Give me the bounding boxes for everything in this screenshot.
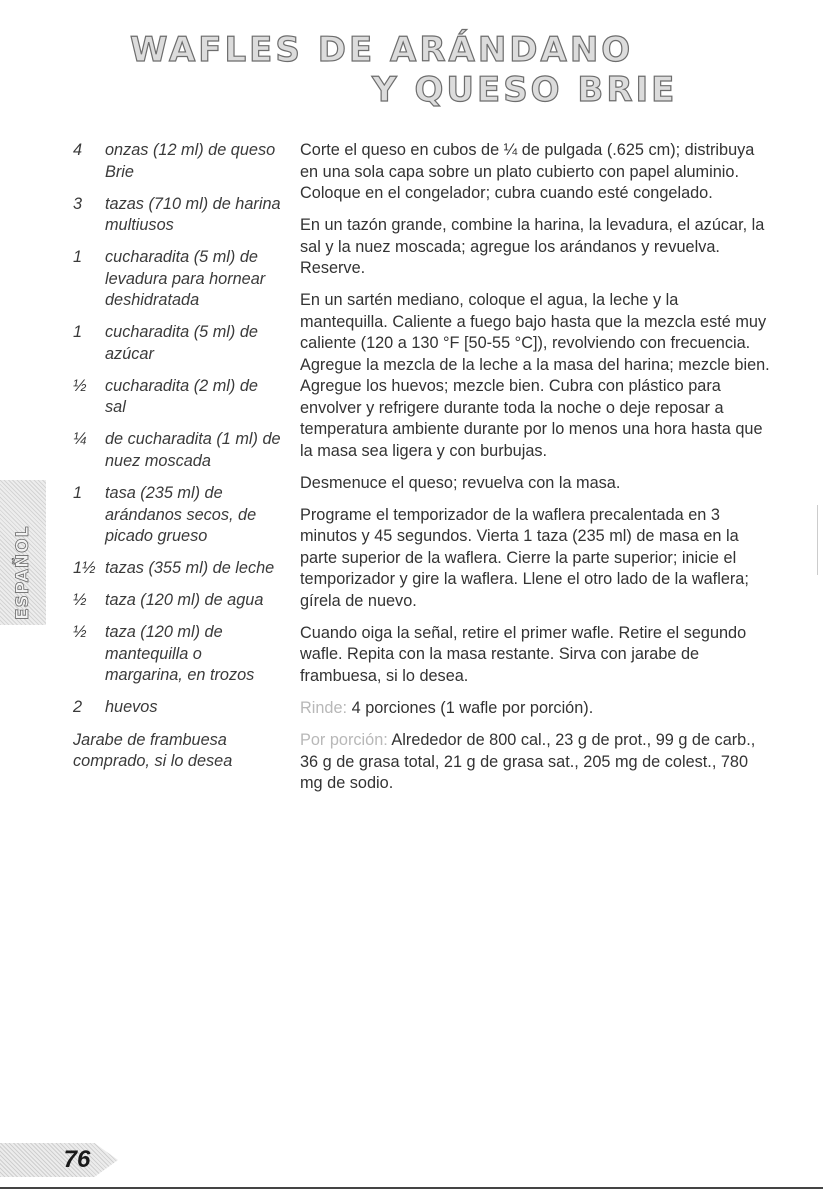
instruction-step: Corte el queso en cubos de ¼ de pulgada (.625 cm); distribuya en una sola capa sobre un plato cubierto con papel aluminio. Coloque en el congelador; cubra cuando esté congelado. [300, 141, 755, 202]
ingredient-item [73, 376, 288, 419]
ingredient-item [73, 697, 288, 719]
ingredient-item [73, 140, 288, 183]
yield-text: 4 porciones (1 wafle por porción). [351, 699, 594, 718]
ingredient-quantity: 4 [73, 141, 83, 159]
ingredient-item [73, 194, 288, 237]
instruction-step: Programe el temporizador de la waflera precalentada en 3 minutos y 45 segundos. Vierta 1 taza (235 ml) de masa en la parte superior de la waflera. Cierre la parte superior; inicie el temporizador y gire la waflera. Llene el otro lado de la waflera; gírela de nuevo. [300, 505, 749, 610]
ingredient-description: de cucharadita (1 ml) de nuez moscada [105, 430, 281, 470]
ingredient-description: huevos [105, 698, 158, 717]
ingredient-item [73, 622, 288, 687]
nutrition-label: Por porción: [300, 731, 388, 750]
edge-divider [817, 505, 818, 575]
nutrition-line [300, 730, 770, 795]
instruction-step: En un sartén mediano, coloque el agua, la leche y la mantequilla. Caliente a fuego bajo hasta que la mezcla esté muy caliente (120 a 130 °F [50-55 °C]), revolviendo con frecuencia. Agregue la mezcla de la leche a la masa del harina; mezcle bien. Agregue los huevos; mezcle bien. Cubra con plástico para envolver y refrigere durante toda la noche o deje reposar a temperatura ambiente durante por lo menos una hora hasta que la masa sea ligera y con burbujas. [300, 291, 770, 460]
nutrition-text: Alrededor de 800 cal., 23 g de prot., 99 g de carb., 36 g de grasa total, 21 g de grasa sat., 205 mg de colest., 780 mg de sodio. [300, 731, 756, 793]
ingredient-description: tazas (710 ml) de harina multiusos [105, 194, 281, 235]
ingredient-description: cucharadita (5 ml) de levadura para hornear deshidratada [105, 248, 266, 310]
instruction-step: En un tazón grande, combine la harina, la levadura, el azúcar, la sal y la nuez moscada; agregue los arándanos y revuelva. Reserve. [300, 216, 765, 278]
ingredient-quantity: 1 [73, 323, 83, 342]
ingredient-quantity: 2 [73, 698, 83, 717]
language-side-tab [0, 480, 46, 625]
ingredient-description: tazas (355 ml) de leche [105, 559, 275, 578]
ingredient-quantity: 1 [73, 248, 83, 267]
ingredient-description: taza (120 ml) de agua [105, 591, 264, 610]
ingredient-description: cucharadita (5 ml) de azúcar [105, 323, 258, 363]
ingredient-quantity: 1½ [73, 559, 96, 578]
ingredient-quantity: ¼ [73, 430, 87, 449]
ingredient-quantity: ½ [73, 623, 87, 642]
page-number: 76 [63, 1146, 91, 1173]
recipe-title-line-1: WAFLES DE ARÁNDANO [130, 30, 634, 70]
ingredient-item [73, 590, 288, 612]
bottom-rule [0, 1187, 823, 1189]
ingredient-optional-note: Jarabe de frambuesa comprado, si lo desea [73, 730, 233, 771]
language-label: ESPAÑOL [13, 525, 33, 620]
ingredient-quantity: ½ [73, 376, 87, 395]
ingredient-description: tasa (235 ml) de arándanos secos, de picado grueso [105, 484, 257, 546]
instructions [300, 140, 770, 805]
ingredient-item [73, 558, 288, 580]
ingredient-item [73, 322, 288, 365]
ingredient-item [73, 483, 288, 548]
ingredient-description: onzas (12 ml) de queso Brie [105, 141, 276, 181]
ingredient-quantity: 1 [73, 484, 83, 503]
instruction-step: Desmenuce el queso; revuelva con la masa. [300, 473, 621, 492]
ingredient-item [73, 247, 288, 312]
yield-line [300, 698, 770, 720]
ingredient-quantity: ½ [73, 591, 87, 610]
yield-label: Rinde: [300, 699, 348, 718]
ingredients-list [73, 140, 288, 773]
instruction-step: Cuando oiga la señal, retire el primer wafle. Retire el segundo wafle. Repita con la masa restante. Sirva con jarabe de frambuesa, si lo desea. [300, 623, 747, 685]
recipe-title-line-2: Y QUESO BRIE [372, 70, 678, 110]
ingredient-description: cucharadita (2 ml) de sal [105, 376, 258, 417]
ingredient-description: taza (120 ml) de mantequilla o margarina, en trozos [105, 623, 255, 685]
ingredient-item [73, 429, 288, 472]
ingredient-quantity: 3 [73, 194, 83, 213]
